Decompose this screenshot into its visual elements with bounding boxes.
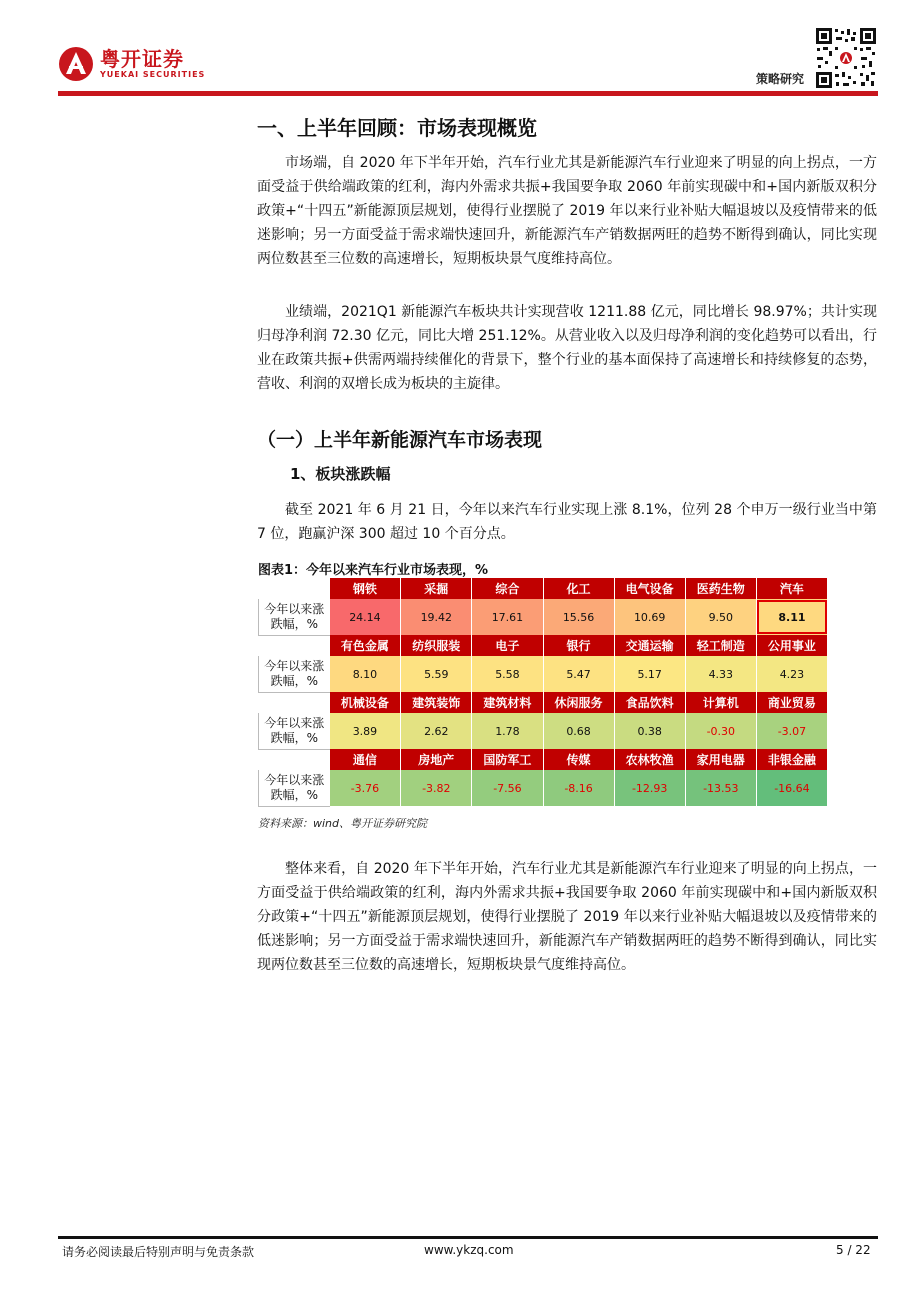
industry-name: 传媒 [543, 749, 614, 770]
industry-name: 通信 [330, 749, 401, 770]
industry-value: -3.76 [330, 770, 401, 806]
industry-value: -0.30 [685, 713, 756, 749]
industry-name: 轻工制造 [685, 635, 756, 656]
table-value-row [259, 656, 828, 692]
paragraph-market: 市场端，自 2020 年下半年开始，汽车行业尤其是新能源汽车行业迎来了明显的向上拐点，一方面受益于供给端政策的红利，海内外需求共振+我国要争取 2060 年前实现碳中和+国内新版双积分政策+“十四五”新能源顶层规划，使得行业摆脱了 2019 年以来行业补贴大幅退坡以及疫情带来的低迷影响；另一方面受益于需求端快速回升，新能源汽车产销数据两旺的趋势不断得到确认，同比实现两位数甚至三位数的高速增长，短期板块景气度维持高位。 [257, 155, 877, 267]
figure-title: 图表1：今年以来汽车行业市场表现，% [258, 563, 489, 578]
industry-value: 5.58 [472, 656, 543, 692]
qr-code-icon [815, 27, 877, 89]
industry-name: 采掘 [401, 578, 472, 599]
page-number: 5 / 22 [836, 1243, 871, 1257]
industry-performance-table [258, 578, 828, 807]
industry-name: 农林牧渔 [614, 749, 685, 770]
table-value-row [259, 713, 828, 749]
industry-value: 8.11 [756, 599, 827, 635]
table-header-blank [259, 635, 330, 656]
industry-value: 5.17 [614, 656, 685, 692]
industry-value: 10.69 [614, 599, 685, 635]
row-label: 今年以来涨跌幅，% [259, 713, 330, 749]
industry-name: 纺织服装 [401, 635, 472, 656]
header-divider [58, 91, 878, 96]
industry-value: 19.42 [401, 599, 472, 635]
brand-name-en: YUEKAI SECURITIES [100, 70, 206, 79]
table-header-blank [259, 749, 330, 770]
industry-value: 4.33 [685, 656, 756, 692]
industry-name: 房地产 [401, 749, 472, 770]
table-header-blank [259, 692, 330, 713]
industry-name: 家用电器 [685, 749, 756, 770]
section-title: 一、上半年回顾：市场表现概览 [257, 116, 537, 140]
footer-disclaimer: 请务必阅读最后特别声明与免责条款 [62, 1245, 255, 1259]
industry-value: 5.47 [543, 656, 614, 692]
row-label: 今年以来涨跌幅，% [259, 599, 330, 635]
paragraph-performance: 截至 2021 年 6 月 21 日，今年以来汽车行业实现上涨 8.1%，位列 28 个申万一级行业当中第 7 位，跑赢沪深 300 超过 10 个百分点。 [257, 502, 877, 542]
industry-name: 有色金属 [330, 635, 401, 656]
industry-value: -8.16 [543, 770, 614, 806]
industry-value: -7.56 [472, 770, 543, 806]
industry-name: 电气设备 [614, 578, 685, 599]
industry-name: 综合 [472, 578, 543, 599]
subsection-title: （一）上半年新能源汽车市场表现 [257, 429, 543, 451]
industry-value: 24.14 [330, 599, 401, 635]
industry-value: 0.38 [614, 713, 685, 749]
industry-name: 计算机 [685, 692, 756, 713]
industry-value: 4.23 [756, 656, 827, 692]
industry-value: -13.53 [685, 770, 756, 806]
industry-name: 汽车 [756, 578, 827, 599]
logo-icon [58, 46, 94, 82]
subsection-subtitle: 1、板块涨跌幅 [290, 465, 391, 483]
industry-name: 商业贸易 [756, 692, 827, 713]
table-header-blank [259, 578, 330, 599]
industry-name: 机械设备 [330, 692, 401, 713]
industry-name: 公用事业 [756, 635, 827, 656]
industry-name: 医药生物 [685, 578, 756, 599]
industry-value: 9.50 [685, 599, 756, 635]
industry-name: 食品饮料 [614, 692, 685, 713]
industry-name: 建筑装饰 [401, 692, 472, 713]
industry-name: 钢铁 [330, 578, 401, 599]
industry-name: 化工 [543, 578, 614, 599]
brand-logo [58, 46, 205, 82]
industry-name: 电子 [472, 635, 543, 656]
industry-value: 1.78 [472, 713, 543, 749]
industry-value: -3.82 [401, 770, 472, 806]
report-category: 策略研究 [756, 72, 805, 86]
industry-value: -16.64 [756, 770, 827, 806]
row-label: 今年以来涨跌幅，% [259, 656, 330, 692]
table-header-row [259, 692, 828, 713]
industry-value: 3.89 [330, 713, 401, 749]
industry-value: 5.59 [401, 656, 472, 692]
industry-value: 8.10 [330, 656, 401, 692]
table-value-row [259, 599, 828, 635]
row-label: 今年以来涨跌幅，% [259, 770, 330, 806]
footer-divider [58, 1236, 878, 1239]
industry-value: 15.56 [543, 599, 614, 635]
industry-name: 非银金融 [756, 749, 827, 770]
table-header-row [259, 635, 828, 656]
table-value-row [259, 770, 828, 806]
table-header-row [259, 749, 828, 770]
industry-name: 交通运输 [614, 635, 685, 656]
industry-name: 休闲服务 [543, 692, 614, 713]
table-header-row [259, 578, 828, 599]
industry-value: -3.07 [756, 713, 827, 749]
industry-name: 国防军工 [472, 749, 543, 770]
industry-name: 银行 [543, 635, 614, 656]
footer-website[interactable]: www.ykzq.com [424, 1243, 514, 1257]
industry-value: 17.61 [472, 599, 543, 635]
industry-value: 0.68 [543, 713, 614, 749]
industry-name: 建筑材料 [472, 692, 543, 713]
industry-value: 2.62 [401, 713, 472, 749]
paragraph-summary: 整体来看，自 2020 年下半年开始，汽车行业尤其是新能源汽车行业迎来了明显的向上拐点，一方面受益于供给端政策的红利，海内外需求共振+我国要争取 2060 年前实现碳中和+国内新版双积分政策+“十四五”新能源顶层规划，使得行业摆脱了 2019 年以来行业补贴大幅退坡以及疫情带来的低迷影响；另一方面受益于需求端快速回升，新能源汽车产销数据两旺的趋势不断得到确认，同比实现两位数甚至三位数的高速增长，短期板块景气度维持高位。 [257, 861, 877, 973]
paragraph-earnings: 业绩端，2021Q1 新能源汽车板块共计实现营收 1211.88 亿元，同比增长 98.97%；共计实现归母净利润 72.30 亿元，同比大增 251.12%。从营业收入以及归母净利润的变化趋势可以看出，行业在政策共振+供需两端持续催化的背景下，整个行业的基本面保持了高速增长和持续修复的态势，营收、利润的双增长成为板块的主旋律。 [257, 304, 877, 392]
industry-value: -12.93 [614, 770, 685, 806]
figure-source: 资料来源：wind、粤开证券研究院 [258, 817, 428, 830]
brand-name-cn: 粤开证券 [100, 47, 184, 71]
